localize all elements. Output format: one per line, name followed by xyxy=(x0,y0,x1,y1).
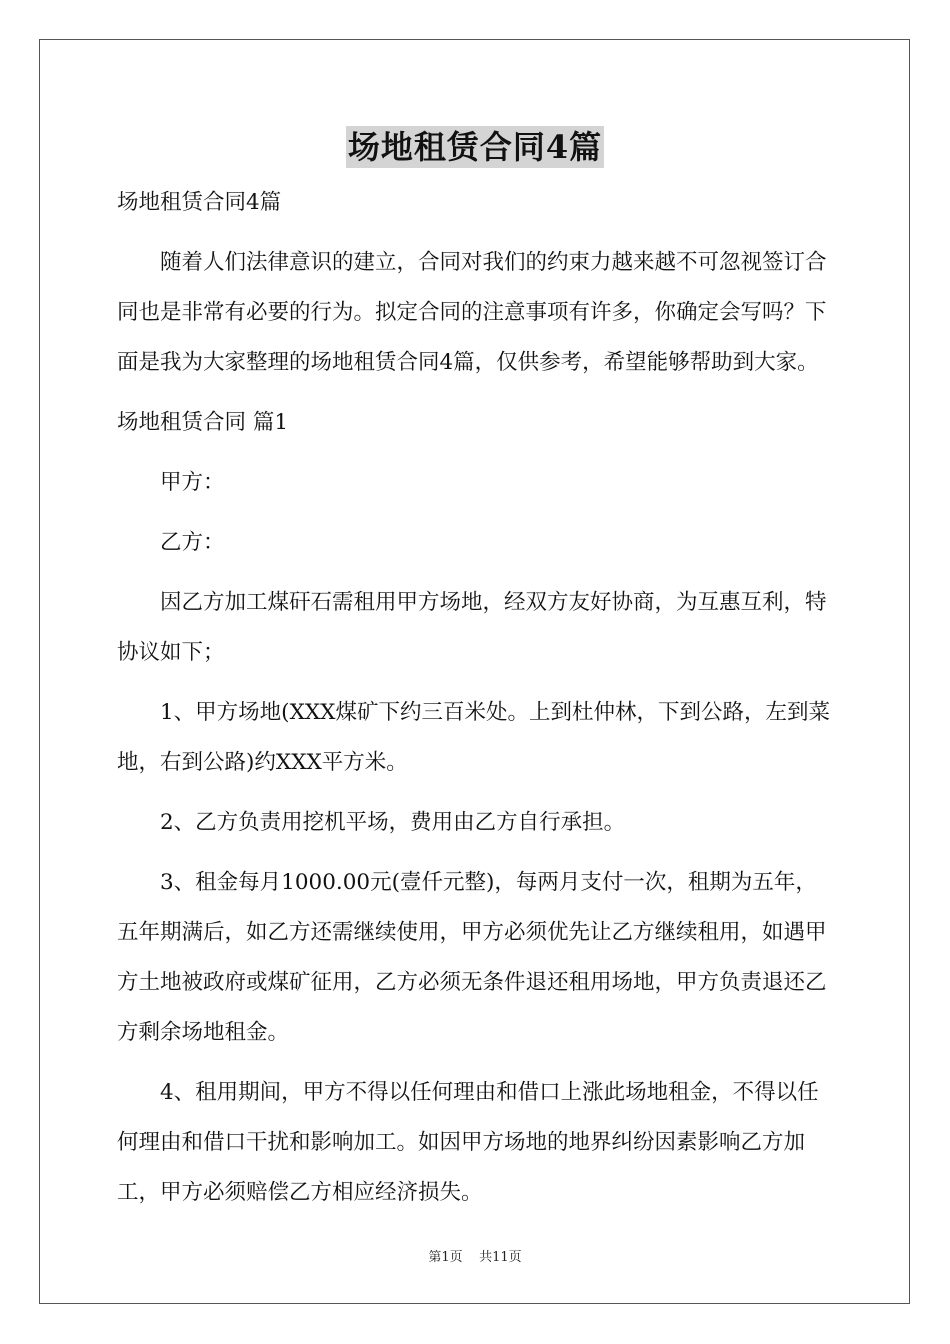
party-b-line: 乙方： xyxy=(160,530,225,555)
preamble-paragraph: 因乙方加工煤矸石需租用甲方场地，经双方友好协商，为互惠互利，特协议如下； xyxy=(117,590,827,665)
section-heading: 场地租赁合同 篇1 xyxy=(117,410,289,435)
intro-paragraph: 随着人们法律意识的建立，合同对我们的约束力越来越不可忽视签订合同也是非常有必要的行为。拟定合同的注意事项有许多，你确定会写吗？下面是我为大家整理的场地租赁合同4篇，仅供参考，希望能够帮助到大家。 xyxy=(117,250,827,375)
title-container xyxy=(0,126,950,168)
clause-3: 3、租金每月1000.00元(壹仟元整)，每两月支付一次，租期为五年，五年期满后，如乙方还需继续使用，甲方必须优先让乙方继续租用，如遇甲方土地被政府或煤矿征用，乙方必须无条件退还租用场地，甲方负责退还乙方剩余场地租金。 xyxy=(117,870,827,1045)
clause-1: 1、甲方场地(XXX煤矿下约三百米处。上到杜仲林，下到公路，左到菜地，右到公路)约XXX平方米。 xyxy=(117,700,830,775)
clause-2: 2、乙方负责用挖机平场，费用由乙方自行承担。 xyxy=(160,810,626,835)
page-total: 共11页 xyxy=(479,1250,522,1265)
clause-4: 4、租用期间，甲方不得以任何理由和借口上涨此场地租金，不得以任何理由和借口干扰和影响加工。如因甲方场地的地界纠纷因素影响乙方加工，甲方必须赔偿乙方相应经济损失。 xyxy=(117,1080,819,1205)
page-footer xyxy=(0,1246,950,1265)
document-body xyxy=(117,178,833,1218)
document-title: 场地租赁合同4篇 xyxy=(347,128,603,166)
subtitle-paragraph: 场地租赁合同4篇 xyxy=(117,190,282,215)
page-number: 第1页 xyxy=(428,1250,463,1265)
party-a-line: 甲方： xyxy=(160,470,225,495)
